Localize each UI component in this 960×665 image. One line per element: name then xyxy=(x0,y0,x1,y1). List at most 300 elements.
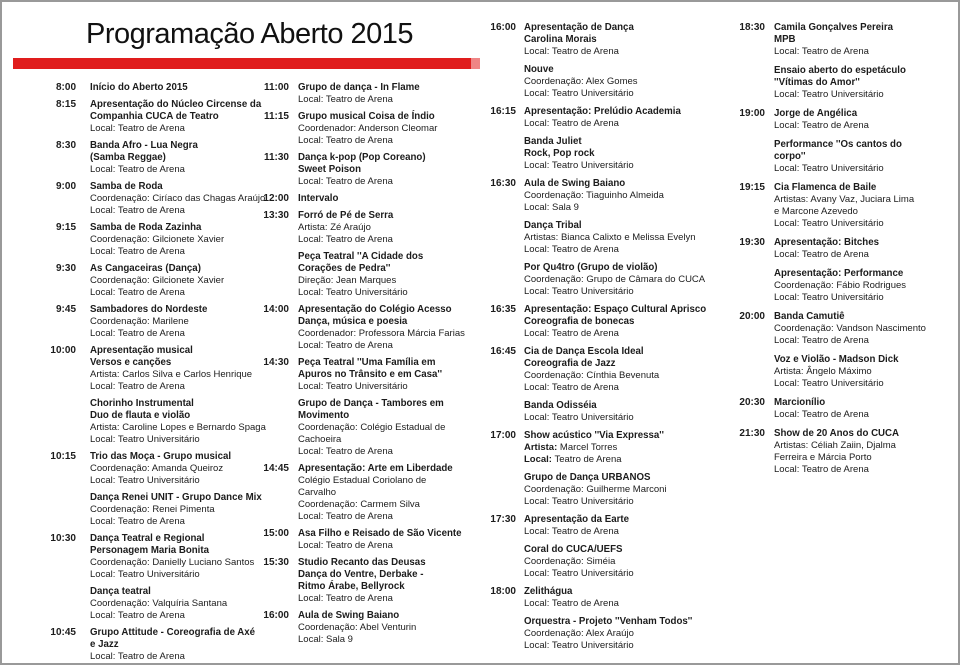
event-title-line: Marcionílio xyxy=(774,397,826,408)
event-content xyxy=(774,182,914,230)
event-block xyxy=(485,22,706,58)
event-time: 9:45 xyxy=(55,304,76,315)
event-detail-line: Coordenação: Gilcionete Xavier xyxy=(90,275,225,286)
event-title-line: Grupo de Dança - Tambores em xyxy=(298,398,444,409)
event-content xyxy=(90,263,224,299)
event-detail-line: Local: Teatro de Arena xyxy=(90,610,185,621)
event-block xyxy=(485,586,706,610)
event-block xyxy=(485,220,706,256)
event-detail-line: Local: Teatro de Arena xyxy=(298,135,393,146)
event-block xyxy=(258,610,465,646)
event-block xyxy=(30,451,266,487)
event-detail-line: Local: Teatro de Arena xyxy=(298,340,393,351)
event-title-line: Grupo Attitude - Coreografia de Axé xyxy=(90,627,256,638)
event-block xyxy=(735,182,926,230)
event-block xyxy=(258,357,465,393)
event-block xyxy=(30,222,266,258)
event-title-line: Intervalo xyxy=(298,193,339,204)
event-block xyxy=(485,136,706,172)
event-content xyxy=(524,22,634,58)
event-time: 14:30 xyxy=(263,357,289,368)
event-detail-line: Local: Teatro Universitário xyxy=(524,412,634,423)
event-title-line: corpo'' xyxy=(774,151,806,162)
event-detail-line: Local: Teatro de Arena xyxy=(90,328,185,339)
event-title-line: Apresentação do Núcleo Circense da xyxy=(90,99,262,110)
event-detail-line: Artista: Zé Araújo xyxy=(298,222,371,233)
event-content xyxy=(524,430,664,466)
event-detail-line: Coordenação: Alex Gomes xyxy=(524,76,638,87)
event-block xyxy=(258,210,465,246)
event-detail-line: Local: Teatro de Arena xyxy=(298,511,393,522)
event-block xyxy=(485,178,706,214)
event-block xyxy=(30,533,266,581)
event-block xyxy=(258,398,465,458)
event-content xyxy=(524,106,681,130)
event-detail-line: Local: Teatro de Arena xyxy=(90,381,185,392)
event-detail-line: Local: Teatro de Arena xyxy=(298,94,393,105)
event-detail-line: Local: Teatro Universitário xyxy=(774,163,884,174)
event-title-line: Apresentação: Espaço Cultural Aprisco xyxy=(524,304,707,315)
event-block xyxy=(258,111,465,147)
event-time: 9:30 xyxy=(55,263,76,274)
event-content xyxy=(774,237,879,261)
event-detail-line: Artistas: Avany Vaz, Juciara Lima xyxy=(774,194,915,205)
event-detail-line: Local: Sala 9 xyxy=(524,202,579,213)
event-detail-line: Coordenação: Guilherme Marconi xyxy=(524,484,667,495)
event-content xyxy=(298,193,338,205)
event-content xyxy=(298,398,445,458)
event-detail-line: Local: Sala 9 xyxy=(298,634,353,645)
event-time: 19:30 xyxy=(739,237,765,248)
event-content xyxy=(524,304,706,340)
event-detail-line: Local: Teatro Universitário xyxy=(90,434,200,445)
event-content xyxy=(90,492,262,528)
event-detail-line: Local: Teatro de Arena xyxy=(774,249,869,260)
event-title-line: Versos e canções xyxy=(90,357,172,368)
event-title-line: Nouve xyxy=(524,64,554,75)
event-detail-line: Cachoeira xyxy=(298,434,342,445)
event-title-line: Início do Aberto 2015 xyxy=(90,82,188,93)
page-title: Programação Aberto 2015 xyxy=(86,18,414,50)
event-detail-line: Artistas: Céliah Zaiin, Djalma xyxy=(774,440,896,451)
event-detail-line: Artista: Carlos Silva e Carlos Henrique xyxy=(90,369,253,380)
event-title-line: Apresentação: Arte em Liberdade xyxy=(298,463,453,474)
event-time: 16:30 xyxy=(490,178,516,189)
event-content xyxy=(524,514,629,538)
event-content xyxy=(90,345,252,393)
event-content xyxy=(774,22,893,58)
event-content xyxy=(524,586,619,610)
event-time: 18:00 xyxy=(490,586,516,597)
event-title-line: Forró de Pé de Serra xyxy=(298,210,394,221)
event-title-line: Personagem Maria Bonita xyxy=(90,545,209,556)
event-time: 9:15 xyxy=(55,222,76,233)
event-detail-line: Local: Teatro de Arena xyxy=(524,526,619,537)
event-time: 13:30 xyxy=(263,210,289,221)
event-title-line: Dança teatral xyxy=(90,586,151,597)
event-time: 16:00 xyxy=(263,610,289,621)
event-time: 20:00 xyxy=(739,311,765,322)
event-content xyxy=(524,64,638,100)
event-content xyxy=(90,82,188,94)
event-time: 16:15 xyxy=(490,106,516,117)
event-content xyxy=(90,99,261,135)
event-title-line: Chorinho Instrumental xyxy=(90,398,194,409)
event-block xyxy=(258,528,465,552)
event-detail-line: Local: Teatro de Arena xyxy=(298,446,393,457)
event-block xyxy=(735,397,926,421)
event-content xyxy=(524,400,634,424)
event-time: 11:30 xyxy=(263,152,289,163)
event-block xyxy=(485,544,706,580)
event-detail-line: Direção: Jean Marques xyxy=(298,275,397,286)
schedule-column xyxy=(485,22,706,658)
event-title-line: Rock, Pop rock xyxy=(524,148,595,159)
event-title-line: Dança Teatral e Regional xyxy=(90,533,205,544)
event-title-line: Studio Recanto das Deusas xyxy=(298,557,426,568)
event-title-line: Peça Teatral ''Uma Família em xyxy=(298,357,436,368)
event-detail-line: Coordenação: Alex Araújo xyxy=(524,628,634,639)
event-block xyxy=(735,268,926,304)
title-underline-bar xyxy=(13,58,480,69)
event-detail-line: Local: Teatro de Arena xyxy=(524,454,622,465)
event-content xyxy=(90,451,231,487)
event-block xyxy=(485,346,706,394)
event-detail-line: Local: Teatro Universitário xyxy=(90,569,200,580)
event-block xyxy=(485,514,706,538)
event-detail-line: e Marcone Azevedo xyxy=(774,206,858,217)
event-title-line: Dança k-pop (Pop Coreano) xyxy=(298,152,426,163)
event-detail-line: Local: Teatro de Arena xyxy=(298,176,393,187)
event-detail-line: Artista: Marcel Torres xyxy=(524,442,618,453)
event-content xyxy=(774,397,869,421)
event-time: 16:45 xyxy=(490,346,516,357)
event-detail-line: Local: Teatro de Arena xyxy=(774,409,869,420)
event-title-line: Cia Flamenca de Baile xyxy=(774,182,877,193)
event-detail-line: Local: Teatro Universitário xyxy=(524,640,634,651)
event-detail-line: Coordenação: Cínthia Bevenuta xyxy=(524,370,660,381)
event-block xyxy=(258,304,465,352)
event-block xyxy=(258,82,465,106)
event-title-line: Ritmo Árabe, Bellyrock xyxy=(298,581,405,592)
event-title-line: Apresentação: Prelúdio Academia xyxy=(524,106,681,117)
schedule-column xyxy=(735,22,926,483)
event-detail-line: Local: Teatro Universitário xyxy=(90,475,200,486)
event-time: 15:00 xyxy=(263,528,289,539)
schedule-column xyxy=(258,82,465,651)
event-content xyxy=(90,222,224,258)
event-detail-line: Artista: Ângelo Máximo xyxy=(774,366,872,377)
event-detail-line: Coordenador: Anderson Cleomar xyxy=(298,123,438,134)
event-title-line: Performance ''Os cantos do xyxy=(774,139,902,150)
event-block xyxy=(485,430,706,466)
event-title-line: Sweet Poison xyxy=(298,164,361,175)
event-detail-line: Local: Teatro de Arena xyxy=(524,118,619,129)
event-content xyxy=(298,304,465,352)
event-time: 9:00 xyxy=(55,181,76,192)
event-block xyxy=(735,311,926,347)
event-title-line: Samba de Roda Zazinha xyxy=(90,222,202,233)
event-content xyxy=(298,251,423,299)
event-block xyxy=(485,304,706,340)
event-content xyxy=(774,65,906,101)
event-detail-line: Local: Teatro de Arena xyxy=(90,287,185,298)
event-content xyxy=(90,304,207,340)
event-detail-line: Local: Teatro de Arena xyxy=(524,328,619,339)
event-block xyxy=(30,586,266,622)
event-time: 14:00 xyxy=(263,304,289,315)
event-detail-line: Coordenação: Marilene xyxy=(90,316,189,327)
event-content xyxy=(298,463,453,523)
event-title-line: Apresentação: Performance xyxy=(774,268,904,279)
event-block xyxy=(735,428,926,476)
event-time: 8:30 xyxy=(55,140,76,151)
event-title-line: Banda Odisséia xyxy=(524,400,597,411)
event-content xyxy=(298,210,393,246)
event-content xyxy=(774,268,906,304)
event-time: 15:30 xyxy=(263,557,289,568)
event-block xyxy=(258,193,465,205)
event-time: 16:00 xyxy=(490,22,516,33)
event-title-line: Banda Juliet xyxy=(524,136,582,147)
event-title-line: e Jazz xyxy=(90,639,119,650)
event-detail-line: Coordenação: Vandson Nascimento xyxy=(774,323,926,334)
event-title-line: Apresentação do Colégio Acesso xyxy=(298,304,452,315)
event-title-line: Voz e Violão - Madson Dick xyxy=(774,354,899,365)
event-title-line: Companhia CUCA de Teatro xyxy=(90,111,219,122)
event-content xyxy=(524,220,696,256)
event-detail-line: Ferreira e Márcia Porto xyxy=(774,452,872,463)
event-block xyxy=(485,64,706,100)
event-block xyxy=(735,237,926,261)
event-detail-line: Local: Teatro Universitário xyxy=(524,160,634,171)
event-title-line: Zelithágua xyxy=(524,586,573,597)
event-detail-line: Coordenação: Carmem Silva xyxy=(298,499,420,510)
event-title-line: Orquestra - Projeto ''Venham Todos'' xyxy=(524,616,693,627)
event-time: 11:00 xyxy=(263,82,289,93)
event-detail-line: Local: Teatro de Arena xyxy=(524,598,619,609)
title-underline-bar-tip xyxy=(471,58,480,69)
event-title-line: (Samba Reggae) xyxy=(90,152,166,163)
event-block xyxy=(485,616,706,652)
event-title-line: Coreografia de bonecas xyxy=(524,316,635,327)
event-detail-line: Local: Teatro Universitário xyxy=(524,568,634,579)
event-detail-line: Artistas: Bianca Calixto e Melissa Evelyn xyxy=(524,232,696,243)
event-title-line: Carolina Morais xyxy=(524,34,597,45)
event-block xyxy=(30,627,266,663)
event-title-line: Grupo musical Coisa de Índio xyxy=(298,111,435,122)
event-time: 16:35 xyxy=(490,304,516,315)
event-detail-line: Local: Teatro Universitário xyxy=(524,88,634,99)
event-detail-line: Coordenação: Renei Pimenta xyxy=(90,504,215,515)
event-content xyxy=(90,533,254,581)
event-detail-line: Local: Teatro de Arena xyxy=(298,234,393,245)
event-block xyxy=(258,557,465,605)
event-detail-line: Local: Teatro de Arena xyxy=(774,46,869,57)
event-detail-line: Local: Teatro Universitário xyxy=(774,378,884,389)
event-title-line: Grupo de Dança URBANOS xyxy=(524,472,651,483)
event-content xyxy=(524,544,634,580)
event-detail-line: Local: Teatro de Arena xyxy=(298,540,393,551)
event-detail-line: Local: Teatro de Arena xyxy=(774,120,869,131)
event-title-line: Grupo de dança - In Flame xyxy=(298,82,420,93)
event-block xyxy=(735,354,926,390)
event-time: 18:30 xyxy=(739,22,765,33)
event-detail-line: Local: Teatro de Arena xyxy=(524,382,619,393)
event-title-line: Cia de Dança Escola Ideal xyxy=(524,346,644,357)
event-content xyxy=(774,108,869,132)
event-content xyxy=(298,357,442,393)
event-content xyxy=(298,82,420,106)
event-detail-line: Coordenação: Danielly Luciano Santos xyxy=(90,557,255,568)
event-detail-line: Artista: Caroline Lopes e Bernardo Spaga xyxy=(90,422,266,433)
event-title-line: MPB xyxy=(774,34,796,45)
event-block xyxy=(485,262,706,298)
event-detail-line: Coordenação: Gilcionete Xavier xyxy=(90,234,225,245)
event-detail-line: Coordenador: Professora Márcia Farias xyxy=(298,328,465,339)
event-block xyxy=(30,263,266,299)
event-time: 8:00 xyxy=(55,82,76,93)
event-time: 19:00 xyxy=(739,108,765,119)
event-detail-line: Coordenação: Valquíria Santana xyxy=(90,598,228,609)
event-content xyxy=(524,136,634,172)
event-title-line: Dança, música e poesia xyxy=(298,316,408,327)
event-title-line: Samba de Roda xyxy=(90,181,163,192)
event-title-line: Show de 20 Anos do CUCA xyxy=(774,428,900,439)
event-block xyxy=(30,304,266,340)
event-content xyxy=(90,627,255,663)
event-time: 8:15 xyxy=(55,99,76,110)
event-detail-line: Local: Teatro de Arena xyxy=(774,335,869,346)
event-title-line: Jorge de Angélica xyxy=(774,108,858,119)
event-detail-line: Local: Teatro de Arena xyxy=(90,164,185,175)
event-title-line: Apresentação da Earte xyxy=(524,514,629,525)
event-block xyxy=(30,181,266,217)
event-title-line: Banda Camutiê xyxy=(774,311,845,322)
event-content xyxy=(298,152,426,188)
event-content xyxy=(524,346,659,394)
event-content xyxy=(774,428,899,476)
event-content xyxy=(524,262,705,298)
event-block xyxy=(485,400,706,424)
event-block xyxy=(735,22,926,58)
event-detail-line: Coordenação: Siméia xyxy=(524,556,616,567)
event-title-line: Por Qu4tro (Grupo de violão) xyxy=(524,262,658,273)
event-detail-line: Local: Teatro de Arena xyxy=(774,464,869,475)
event-block xyxy=(30,99,266,135)
event-detail-line: Local: Teatro de Arena xyxy=(524,244,619,255)
event-title-line: Dança Tribal xyxy=(524,220,582,231)
event-time: 11:15 xyxy=(263,111,289,122)
event-detail-line: Coordenação: Abel Venturin xyxy=(298,622,417,633)
event-detail-line: Colégio Estadual Coriolano de xyxy=(298,475,427,486)
event-time: 10:45 xyxy=(50,627,76,638)
event-title-line: As Cangaceiras (Dança) xyxy=(90,263,201,274)
event-title-line: Corações de Pedra'' xyxy=(298,263,391,274)
event-time: 19:15 xyxy=(739,182,765,193)
event-time: 12:00 xyxy=(263,193,289,204)
event-block xyxy=(258,152,465,188)
event-content xyxy=(298,557,426,605)
event-time: 21:30 xyxy=(739,428,765,439)
event-block xyxy=(258,463,465,523)
event-detail-line: Coordenação: Colégio Estadual de xyxy=(298,422,446,433)
event-content xyxy=(90,140,198,176)
event-title-line: Apresentação musical xyxy=(90,345,193,356)
event-content xyxy=(774,354,899,390)
event-detail-line: Local: Teatro de Arena xyxy=(298,593,393,604)
event-detail-line: Local: Teatro de Arena xyxy=(524,46,619,57)
event-detail-line: Local: Teatro Universitário xyxy=(524,496,634,507)
event-title-line: Banda Afro - Lua Negra xyxy=(90,140,198,151)
event-time: 14:45 xyxy=(263,463,289,474)
event-time: 20:30 xyxy=(739,397,765,408)
event-title-line: Dança do Ventre, Derbake - xyxy=(298,569,424,580)
event-title-line: Trio das Moça - Grupo musical xyxy=(90,451,232,462)
event-content xyxy=(524,178,664,214)
event-time: 10:00 xyxy=(50,345,76,356)
event-content xyxy=(524,472,667,508)
event-time: 10:15 xyxy=(50,451,76,462)
event-block xyxy=(30,345,266,393)
event-title-line: Aula de Swing Baiano xyxy=(524,178,626,189)
event-title-line: Ensaio aberto do espetáculo xyxy=(774,65,906,76)
event-detail-line: Local: Teatro de Arena xyxy=(90,651,185,662)
event-detail-line: Local: Teatro Universitário xyxy=(774,89,884,100)
event-title-line: Dança Renei UNIT - Grupo Dance Mix xyxy=(90,492,262,503)
event-detail-line: Local: Teatro Universitário xyxy=(524,286,634,297)
event-content xyxy=(774,139,902,175)
event-block xyxy=(258,251,465,299)
event-title-line: Duo de flauta e violão xyxy=(90,410,191,421)
event-content xyxy=(90,181,265,217)
event-block xyxy=(30,140,266,176)
schedule-column xyxy=(30,82,266,665)
event-detail-line: Local: Teatro de Arena xyxy=(90,123,185,134)
event-block xyxy=(30,398,266,446)
event-block xyxy=(735,65,926,101)
event-title-line: Movimento xyxy=(298,410,350,421)
event-content xyxy=(298,528,462,552)
event-time: 17:00 xyxy=(490,430,516,441)
event-detail-line: Local: Teatro Universitário xyxy=(298,287,408,298)
event-title-line: Apuros no Trânsito e em Casa'' xyxy=(298,369,443,380)
event-detail-line: Coordenação: Amanda Queiroz xyxy=(90,463,224,474)
event-title-line: Sambadores do Nordeste xyxy=(90,304,208,315)
event-block xyxy=(735,108,926,132)
event-detail-line: Local: Teatro Universitário xyxy=(298,381,408,392)
event-block xyxy=(485,106,706,130)
event-content xyxy=(298,111,437,147)
event-block xyxy=(485,472,706,508)
event-time: 10:30 xyxy=(50,533,76,544)
event-title-line: Aula de Swing Baiano xyxy=(298,610,400,621)
event-content xyxy=(524,616,692,652)
event-time: 17:30 xyxy=(490,514,516,525)
event-detail-line: Coordenação: Ciríaco das Chagas Araújo xyxy=(90,193,266,204)
event-title-line: Apresentação: Bitches xyxy=(774,237,879,248)
event-title-line: Show acústico ''Via Expressa'' xyxy=(524,430,664,441)
event-content xyxy=(90,398,266,446)
event-detail-line: Carvalho xyxy=(298,487,337,498)
event-block xyxy=(30,492,266,528)
event-content xyxy=(774,311,926,347)
event-block xyxy=(30,82,266,94)
event-detail-line: Coordenação: Fábio Rodrigues xyxy=(774,280,907,291)
event-content xyxy=(298,610,416,646)
event-content xyxy=(90,586,227,622)
event-detail-line: Local: Teatro de Arena xyxy=(90,246,185,257)
